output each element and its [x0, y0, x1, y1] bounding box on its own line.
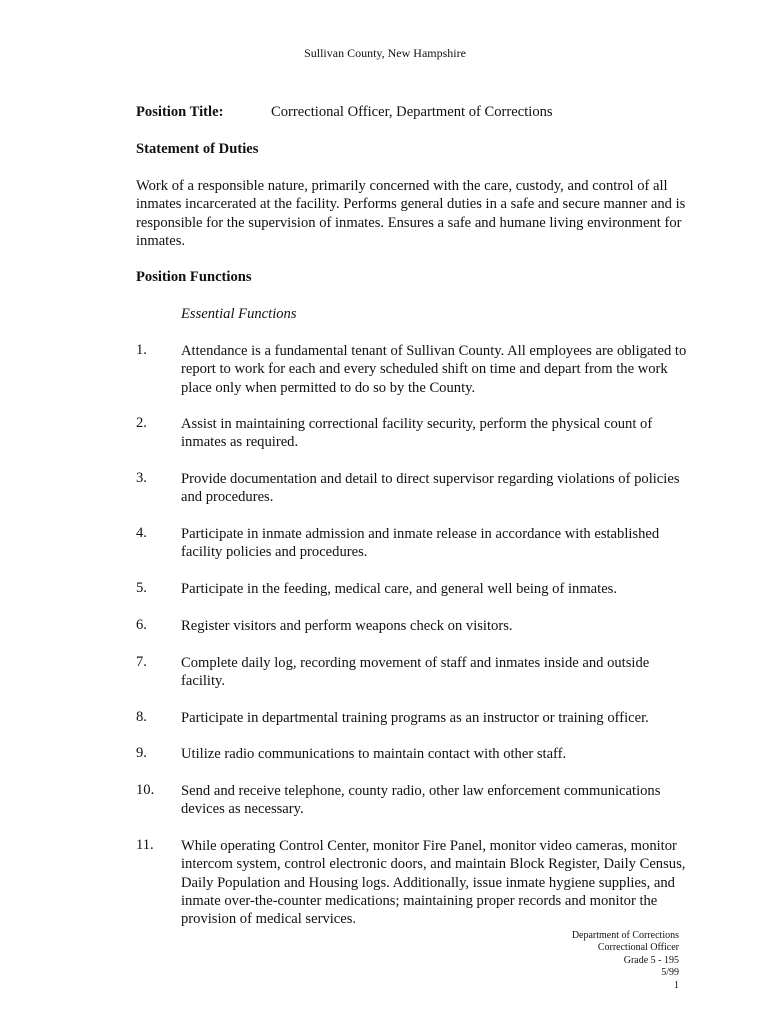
list-item-text: Utilize radio communications to maintain contact with other staff. — [181, 746, 567, 762]
list-item-text: Attendance is a fundamental tenant of Sullivan County. All employees are obligated to report to work for each and every scheduled shift on time and depart from the work place only when permitted to do so by the County. — [181, 343, 687, 396]
list-item-number: 10. — [136, 782, 155, 798]
page-number: 1 — [674, 979, 679, 991]
list-item-number: 5. — [136, 580, 147, 596]
list-item-number: 11. — [136, 837, 154, 853]
list-item-number: 4. — [136, 525, 147, 541]
essential-functions-subheading: Essential Functions — [181, 306, 297, 322]
list-item-text: Complete daily log, recording movement of staff and inmates inside and outside facility. — [181, 655, 650, 690]
list-item-number: 3. — [136, 470, 147, 486]
list-item-text: Participate in departmental training programs as an instructor or training officer. — [181, 710, 649, 726]
footer-department: Department of Corrections — [571, 930, 679, 941]
list-item-text: While operating Control Center, monitor Fire Panel, monitor video cameras, monitor intercom system, control electronic doors, and maintain Block Register, Daily Census, Daily Population and Housing logs. Additionally, issue inmate hygiene supplies, and inmate over-the-counter medications; maintaining proper records and monitor the provision of medical services. — [181, 838, 686, 928]
position-functions-heading: Position Functions — [136, 269, 252, 285]
footer-date: 5/99 — [661, 967, 679, 979]
position-title-label: Position Title: — [136, 104, 224, 120]
list-item-number: 8. — [136, 709, 147, 725]
list-item-text: Assist in maintaining correctional facility security, perform the physical count of inmates as required. — [181, 416, 653, 451]
list-item-text: Provide documentation and detail to direct supervisor regarding violations of policies and procedures. — [181, 471, 680, 506]
list-item-text: Participate in inmate admission and inmate release in accordance with established facility policies and procedures. — [181, 526, 660, 561]
footer-grade: Grade 5 - 195 — [623, 954, 679, 966]
list-item-text: Send and receive telephone, county radio, other law enforcement communications devices as necessary. — [181, 783, 661, 818]
list-item-number: 9. — [136, 745, 147, 761]
position-title-value: Correctional Officer, Department of Corrections — [271, 104, 553, 120]
statement-of-duties-text: Work of a responsible nature, primarily concerned with the care, custody, and control of all inmates incarcerated at the facility. Performs general duties in a safe and secure manner and is responsible for the supervision of inmates. Ensures a safe and humane living environment for inmates. — [136, 178, 686, 249]
list-item-text: Participate in the feeding, medical care, and general well being of inmates. — [181, 581, 618, 597]
statement-of-duties-heading: Statement of Duties — [136, 141, 259, 157]
list-item-number: 7. — [136, 654, 147, 670]
page-header: Sullivan County, New Hampshire — [304, 46, 466, 60]
list-item-text: Register visitors and perform weapons check on visitors. — [181, 618, 513, 634]
list-item-number: 6. — [136, 617, 147, 633]
page-footer — [572, 930, 679, 992]
list-item-number: 2. — [136, 415, 147, 431]
footer-title: Correctional Officer — [597, 942, 679, 954]
list-item-number: 1. — [136, 342, 147, 358]
